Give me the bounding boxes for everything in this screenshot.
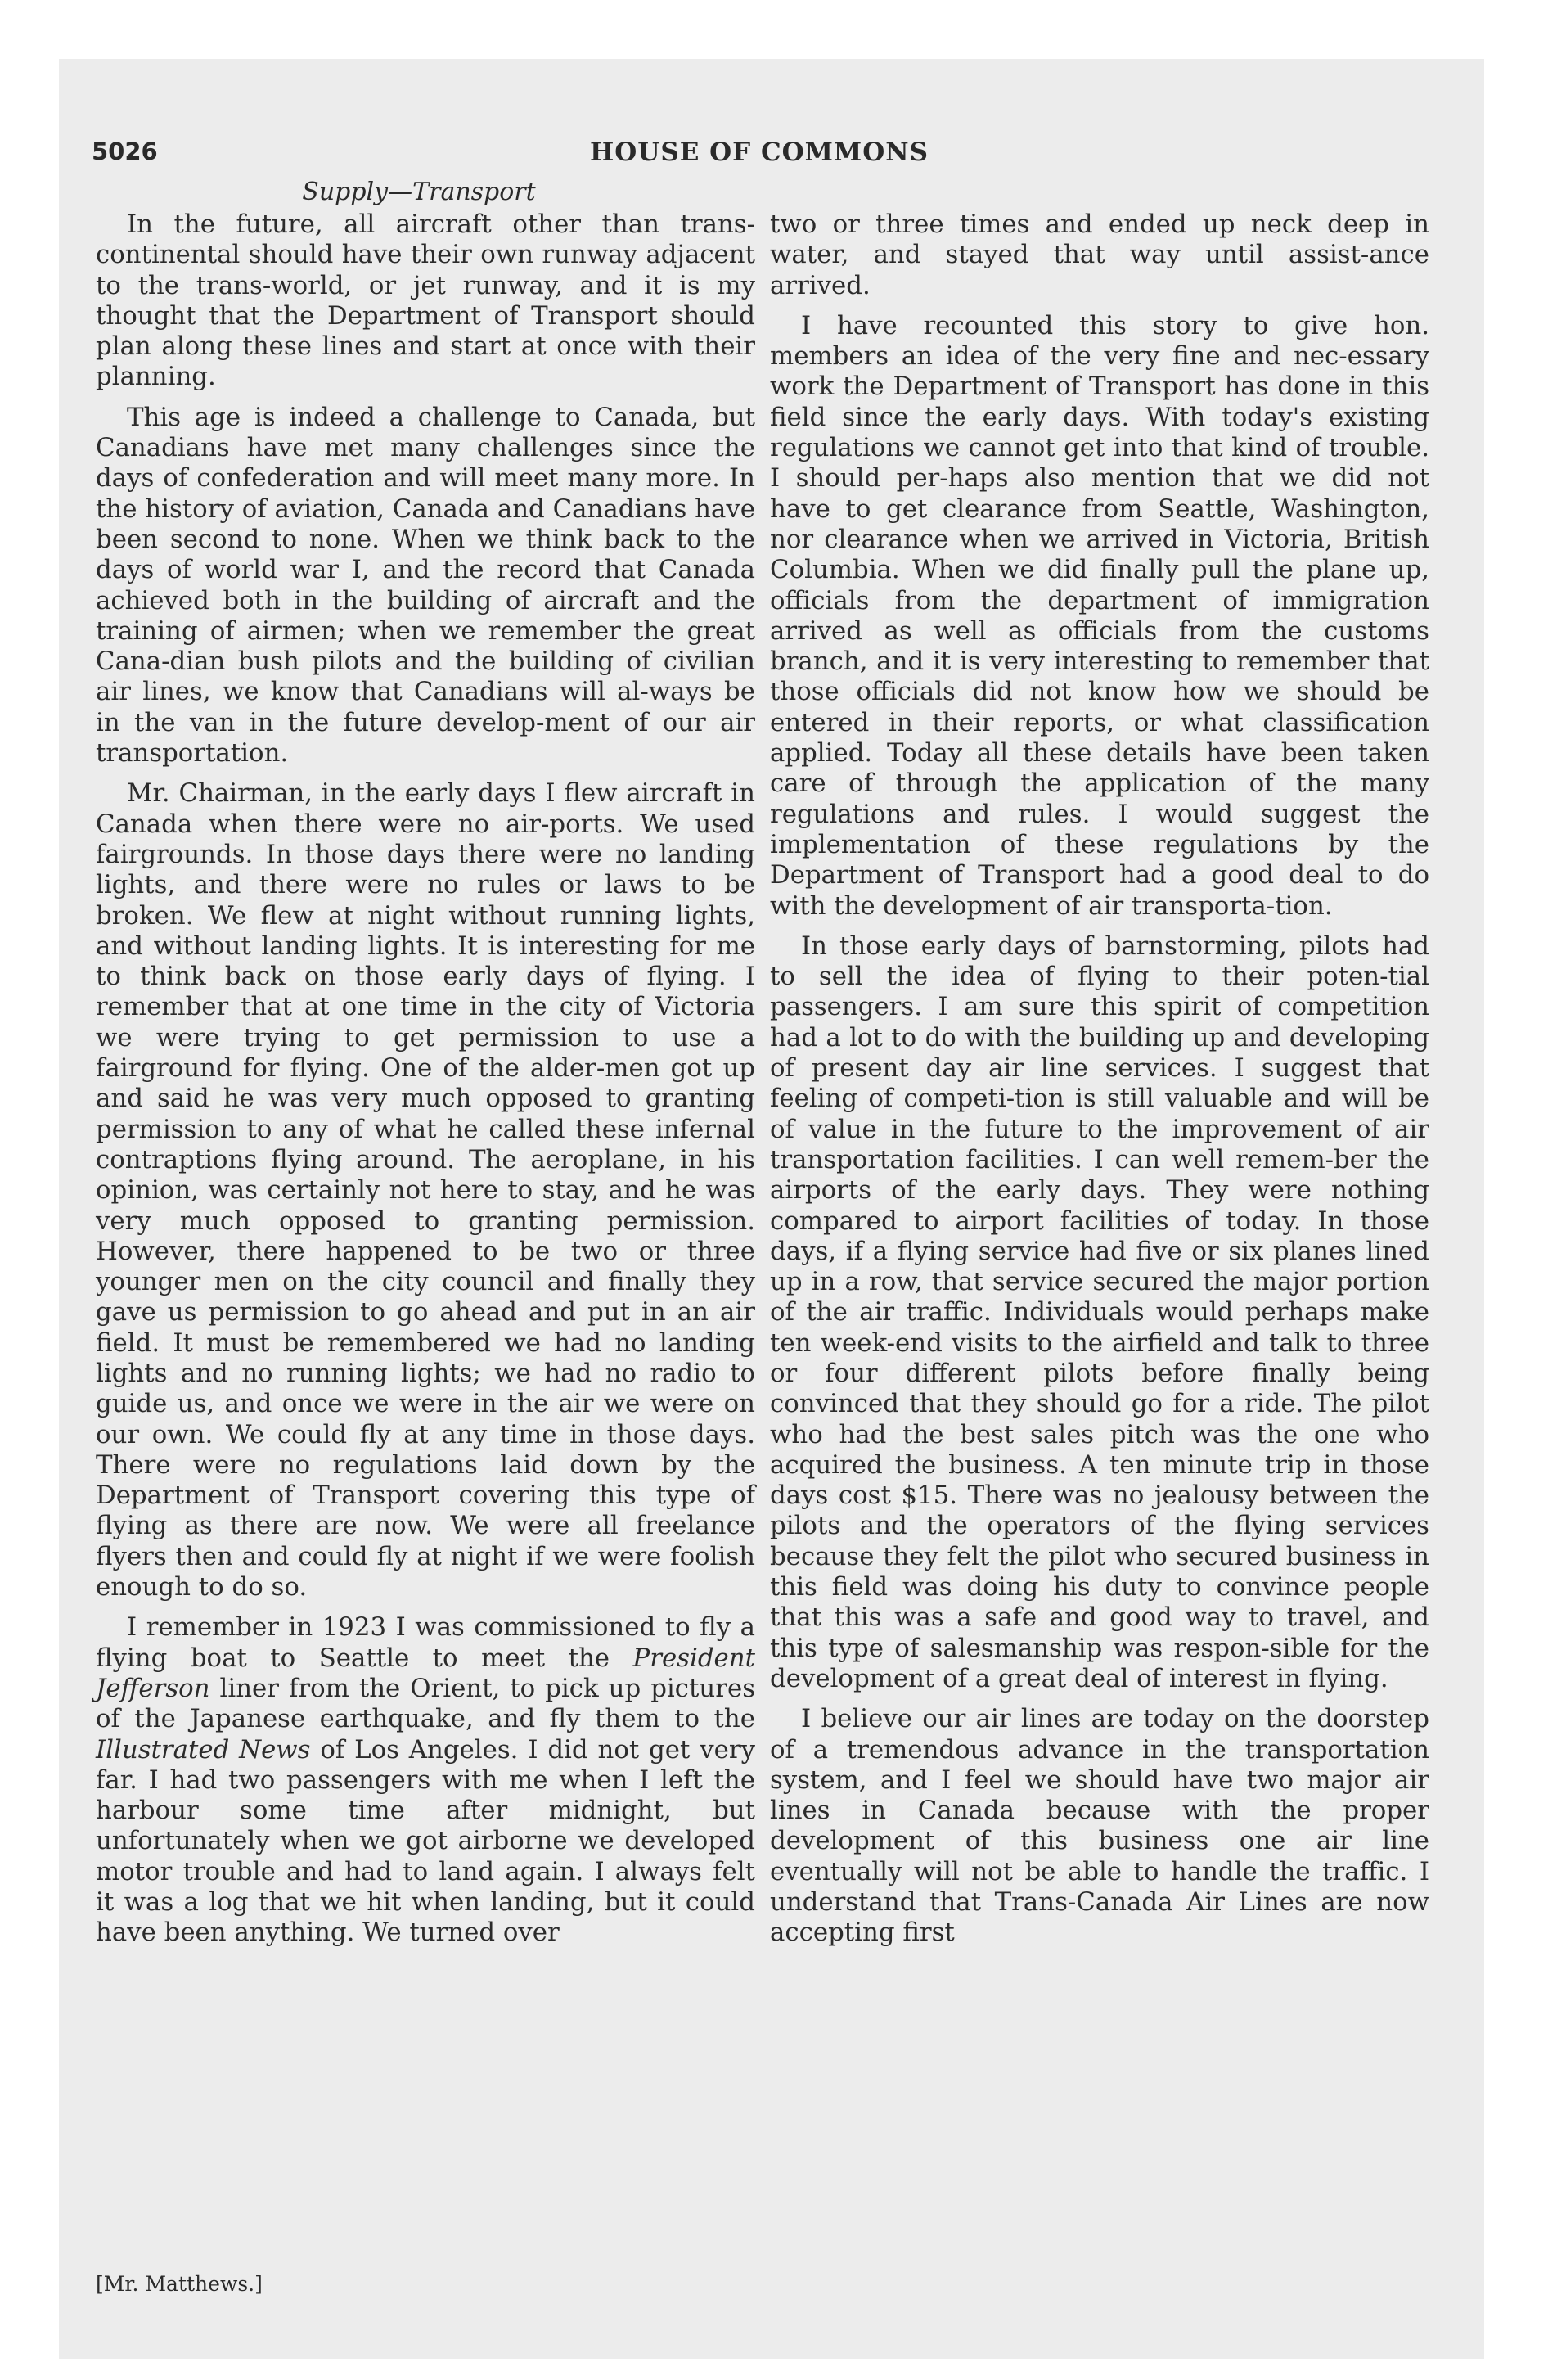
newspaper-name: Illustrated News [96,1734,311,1765]
paragraph: two or three times and ended up neck deep in water, and stayed that way until assist-ance arrived. [770,210,1429,300]
section-title: Supply—Transport [302,178,536,206]
paragraph [96,1612,755,1948]
paragraph: In the future, all aircraft other than trans-continental should have their own runway adjacent to the trans-world, or jet runway, and it is my thought that the Department of Transport should plan along these lines and start at once with their planning. [96,210,755,392]
running-head: HOUSE OF COMMONS [590,137,929,167]
paragraph: In those early days of barnstorming, pilots had to sell the idea of flying to their poten-tial passengers. I am sure this spirit of competition had a lot to do with the building up and developing of present day air line services. I suggest that feeling of competi-tion is still valuable and will be of value in the future to the improvement of air transportation facilities. I can well remem-ber the airports of the early days. They were nothing compared to airport facilities of today. In those days, if a flying service had five or six planes lined up in a row, that service secured the major portion of the air traffic. Individuals would perhaps make ten week-end visits to the airfield and talk to three or four different pilots before finally being convinced that they should go for a ride. The pilot who had the best sales pitch was the one who acquired the business. A ten minute trip in those days cost $15. There was no jealousy between the pilots and the operators of the flying services because they felt the pilot who secured business in this field was doing his duty to convince people that this was a safe and good way to travel, and this type of salesmanship was respon-sible for the development of a great deal of interest in flying. [770,931,1429,1693]
paragraph: I have recounted this story to give hon. members an idea of the very fine and nec-essary work the Department of Transport has done in this field since the early days. With today's existing regulations we cannot get into that kind of trouble. I should per-haps also mention that we did not have to get clearance from Seattle, Washington, nor clearance when we arrived in Victoria, British Columbia. When we did finally pull the plane up, officials from the department of immigration arrived as well as officials from the customs branch, and it is very interesting to remember that those officials did not know how we should be entered in their reports, or what classification applied. Today all these details have been taken care of through the application of the many regulations and rules. I would suggest the implementation of these regulations by the Department of Transport had a good deal to do with the development of air transporta-tion. [770,310,1429,921]
right-column [770,210,1429,1959]
paragraph: I believe our air lines are today on the doorstep of a tremendous advance in the transportation system, and I feel we should have two major air lines in Canada because with the proper development of this business one air line eventually will not be able to handle the traffic. I understand that Trans-Canada Air Lines are now accepting first [770,1704,1429,1948]
text-run: liner from the Orient, to pick up pictures of the Japanese earthquake, and fly them to the [96,1673,755,1734]
ship-name: President Jefferson [96,1643,755,1703]
page-header [92,137,1427,178]
paragraph: Mr. Chairman, in the early days I flew aircraft in Canada when there were no air-ports. We used fairgrounds. In those days there were no landing lights, and there were no rules or laws to be broken. We flew at night without running lights, and without landing lights. It is interesting for me to think back on those early days of flying. I remember that at one time in the city of Victoria we were trying to get permission to use a fairground for flying. One of the alder-men got up and said he was very much opposed to granting permission to any of what he called these infernal contraptions flying around. The aeroplane, in his opinion, was certainly not here to stay, and he was very much opposed to granting permission. However, there happened to be two or three younger men on the city council and finally they gave us permission to go ahead and put in an air field. It must be remembered we had no landing lights and no running lights; we had no radio to guide us, and once we were in the air we were on our own. We could fly at any time in those days. There were no regulations laid down by the Department of Transport covering this type of flying as there are now. We were all freelance flyers then and could fly at night if we were foolish enough to do so. [96,778,755,1602]
text-run: I remember in 1923 I was commissioned to fly a flying boat to Seattle to meet the [96,1612,755,1673]
paragraph: This age is indeed a challenge to Canada, but Canadians have met many challenges since the days of confederation and will meet many more. In the history of aviation, Canada and Canadians have been second to none. When we think back to the days of world war I, and the record that Canada achieved both in the building of aircraft and the training of airmen; when we remember the great Cana-dian bush pilots and the building of civilian air lines, we know that Canadians will al-ways be in the van in the future develop-ment of our air transportation. [96,402,755,769]
left-column [96,210,755,1959]
speaker-footer: [Mr. Matthews.] [96,2272,263,2296]
page-number: 5026 [92,137,158,165]
text-run: of Los Angeles. I did not get very far. I had two passengers with me when I left the harbour some time after midnight, but unfortunately when we got airborne we developed motor trouble and had to land again. I always felt it was a log that we hit when landing, but it could have been anything. We turned over [96,1734,756,1948]
